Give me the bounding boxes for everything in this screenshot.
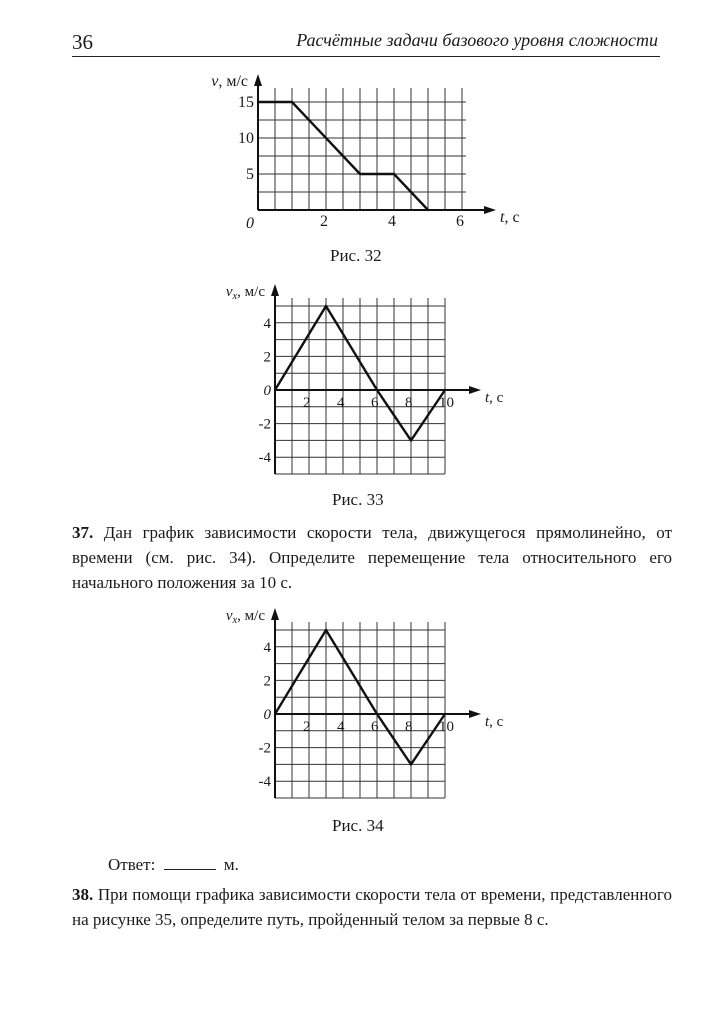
data-point	[274, 713, 276, 715]
y-tick-label: 10	[238, 130, 254, 147]
data-point	[359, 173, 361, 175]
y-tick-label: 15	[238, 94, 254, 111]
data-point	[325, 305, 327, 307]
y-axis-variable: v	[225, 284, 233, 300]
x-tick-label: 2	[303, 395, 311, 411]
y-tick-label: -4	[258, 450, 271, 467]
x-axis-label	[485, 390, 504, 406]
x-axis-label	[485, 714, 504, 730]
data-point	[427, 209, 429, 211]
y-tick-label: -2	[258, 416, 271, 433]
header-rule	[72, 56, 660, 57]
x-tick-label: 4	[337, 395, 345, 411]
x-axis-variable: t	[485, 714, 490, 730]
figure-34-chart	[215, 604, 515, 804]
answer-line	[108, 855, 239, 875]
x-tick-label: 6	[371, 719, 379, 735]
y-axis-arrow	[271, 608, 279, 620]
running-title: Расчётные задачи базового уровня сложности	[296, 30, 658, 50]
x-tick-label: 8	[405, 395, 413, 411]
x-tick-label: 2	[303, 719, 311, 735]
y-tick-label: 2	[263, 673, 271, 690]
x-tick-label: 8	[405, 719, 413, 735]
data-point	[376, 713, 378, 715]
x-tick-label: 4	[388, 213, 396, 230]
figure-32-caption: Рис. 32	[330, 246, 382, 265]
x-axis-variable: t	[485, 390, 490, 406]
y-axis-variable: v	[225, 608, 233, 624]
x-axis-arrow	[469, 386, 481, 394]
y-axis-unit: , м/с	[218, 73, 248, 90]
problem-38-text: При помощи графика зависимости скорости тела от времени, представленного на рисунке 35, определите путь, пройденный телом за первые 8 с.	[72, 885, 672, 929]
figure-33-chart	[215, 280, 515, 480]
figure-33-caption: Рис. 33	[332, 490, 384, 509]
problem-38-number: 38.	[72, 885, 94, 904]
y-axis-arrow	[254, 74, 262, 86]
data-point	[444, 389, 446, 391]
problem-37-number: 37.	[72, 523, 94, 542]
y-tick-label: 5	[246, 166, 254, 183]
x-tick-label: 6	[371, 395, 379, 411]
figure-32-chart	[200, 70, 520, 240]
origin-label: 0	[263, 383, 271, 399]
x-tick-label: 6	[456, 213, 464, 230]
figure-34-caption: Рис. 34	[332, 816, 384, 835]
y-tick-label: 4	[263, 639, 271, 656]
data-point	[376, 389, 378, 391]
problem-38	[72, 882, 672, 932]
data-point	[410, 763, 412, 765]
data-point	[444, 713, 446, 715]
y-axis-label	[211, 73, 248, 90]
answer-blank[interactable]	[164, 855, 216, 870]
y-tick-label: 2	[263, 349, 271, 366]
y-axis-label	[226, 608, 266, 626]
y-tick-label: -4	[258, 774, 271, 791]
data-point	[257, 101, 259, 103]
x-tick-label: 10	[439, 719, 454, 735]
data-point	[274, 389, 276, 391]
x-tick-label: 2	[320, 213, 328, 230]
data-point	[325, 629, 327, 631]
y-axis-unit: , м/с	[237, 284, 265, 300]
origin-label: 0	[246, 215, 254, 232]
x-axis-unit: , с	[489, 390, 504, 406]
data-point	[291, 101, 293, 103]
answer-unit: м.	[223, 855, 239, 874]
y-axis-variable: v	[211, 73, 219, 90]
x-axis-variable: t	[500, 209, 505, 226]
x-axis-unit: , с	[489, 714, 504, 730]
y-axis-arrow	[271, 284, 279, 296]
answer-label: Ответ:	[108, 855, 156, 874]
x-tick-label: 4	[337, 719, 345, 735]
x-axis-arrow	[469, 710, 481, 718]
y-tick-label: 4	[263, 315, 271, 332]
y-axis-subscript: x	[232, 615, 238, 626]
y-axis-label	[226, 284, 266, 302]
y-axis-subscript: x	[232, 291, 238, 302]
x-axis-arrow	[484, 206, 496, 214]
x-axis-label	[500, 209, 520, 226]
data-point	[393, 173, 395, 175]
page-number: 36	[72, 30, 93, 54]
problem-37-text: Дан график зависимости скорости тела, движущегося прямолинейно, от времени (см. рис. 34). Определите перемещение тела относительного его начального положения за 10 с.	[72, 523, 673, 592]
y-axis-unit: , м/с	[237, 608, 265, 624]
x-axis-unit: , с	[504, 209, 520, 226]
data-point	[410, 439, 412, 441]
problem-37	[72, 520, 672, 595]
x-tick-label: 10	[439, 395, 454, 411]
origin-label: 0	[263, 707, 271, 723]
y-tick-label: -2	[258, 740, 271, 757]
